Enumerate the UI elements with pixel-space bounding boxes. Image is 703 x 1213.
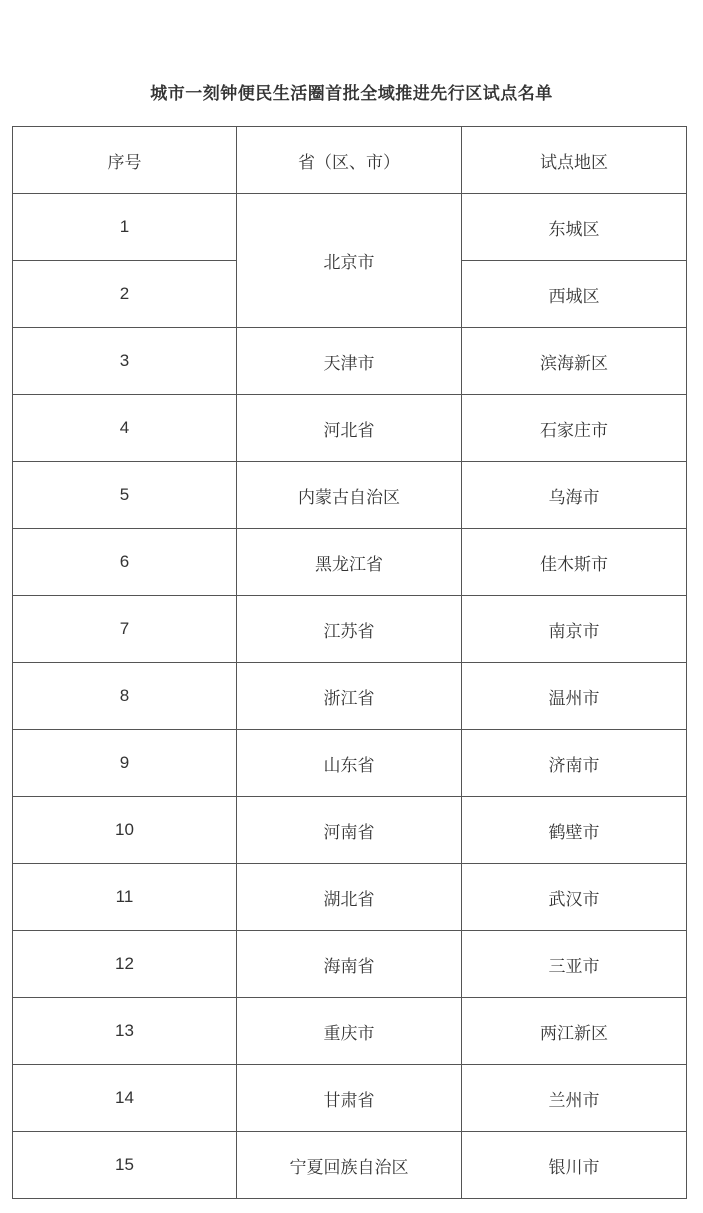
row-pilot-area: 济南市 (462, 730, 687, 797)
table-row (13, 663, 687, 730)
row-province: 河南省 (237, 797, 462, 864)
row-serial-number: 9 (13, 730, 237, 797)
table-row (13, 864, 687, 931)
row-province: 江苏省 (237, 596, 462, 663)
row-pilot-area: 石家庄市 (462, 395, 687, 462)
row-serial-number: 10 (13, 797, 237, 864)
table-row (13, 998, 687, 1065)
table-row (13, 395, 687, 462)
row-serial-number: 5 (13, 462, 237, 529)
header-serial-number: 序号 (13, 127, 237, 194)
row-pilot-area: 滨海新区 (462, 328, 687, 395)
row-province: 北京市 (237, 194, 462, 328)
row-serial-number: 1 (13, 194, 237, 261)
row-serial-number: 8 (13, 663, 237, 730)
row-province: 宁夏回族自治区 (237, 1132, 462, 1199)
row-serial-number: 3 (13, 328, 237, 395)
row-pilot-area: 西城区 (462, 261, 687, 328)
pilot-list-table (12, 126, 687, 1199)
row-province: 甘肃省 (237, 1065, 462, 1132)
row-serial-number: 4 (13, 395, 237, 462)
row-serial-number: 12 (13, 931, 237, 998)
row-province: 重庆市 (237, 998, 462, 1065)
row-province: 海南省 (237, 931, 462, 998)
page-title: 城市一刻钟便民生活圈首批全域推进先行区试点名单 (150, 84, 553, 104)
row-pilot-area: 温州市 (462, 663, 687, 730)
row-province: 湖北省 (237, 864, 462, 931)
row-serial-number: 13 (13, 998, 237, 1065)
row-province: 内蒙古自治区 (237, 462, 462, 529)
row-serial-number: 2 (13, 261, 237, 328)
table-row (13, 596, 687, 663)
row-province: 山东省 (237, 730, 462, 797)
row-pilot-area: 鹤壁市 (462, 797, 687, 864)
row-pilot-area: 两江新区 (462, 998, 687, 1065)
row-pilot-area: 东城区 (462, 194, 687, 261)
row-pilot-area: 银川市 (462, 1132, 687, 1199)
table-row (13, 797, 687, 864)
row-serial-number: 14 (13, 1065, 237, 1132)
row-pilot-area: 武汉市 (462, 864, 687, 931)
table-row (13, 328, 687, 395)
table-row (13, 529, 687, 596)
table-row (13, 462, 687, 529)
row-serial-number: 15 (13, 1132, 237, 1199)
header-pilot-area: 试点地区 (462, 127, 687, 194)
row-province: 天津市 (237, 328, 462, 395)
table-row (13, 1065, 687, 1132)
row-serial-number: 11 (13, 864, 237, 931)
row-province: 河北省 (237, 395, 462, 462)
row-pilot-area: 乌海市 (462, 462, 687, 529)
table-row (13, 194, 687, 261)
row-pilot-area: 南京市 (462, 596, 687, 663)
row-serial-number: 7 (13, 596, 237, 663)
row-province: 黑龙江省 (237, 529, 462, 596)
table-header-row (13, 127, 687, 194)
row-province: 浙江省 (237, 663, 462, 730)
row-pilot-area: 兰州市 (462, 1065, 687, 1132)
row-serial-number: 6 (13, 529, 237, 596)
table-row (13, 1132, 687, 1199)
row-pilot-area: 佳木斯市 (462, 529, 687, 596)
table-row (13, 730, 687, 797)
header-province: 省（区、市） (237, 127, 462, 194)
row-pilot-area: 三亚市 (462, 931, 687, 998)
table-row (13, 931, 687, 998)
